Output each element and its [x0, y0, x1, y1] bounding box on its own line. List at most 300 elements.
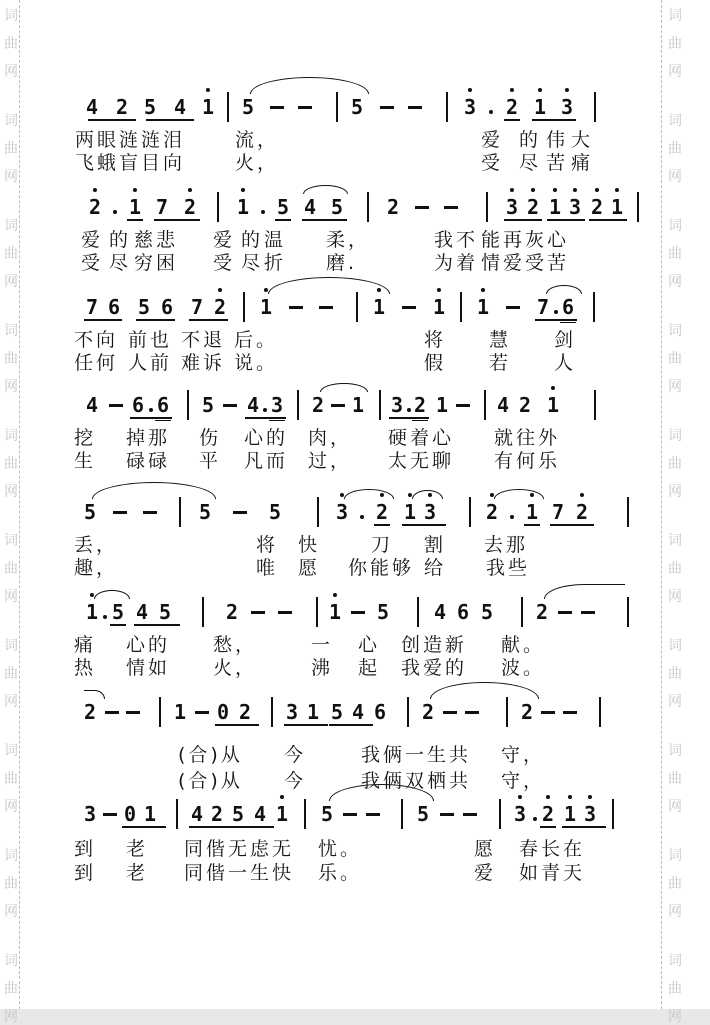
beam-underline — [275, 219, 291, 221]
barline — [506, 697, 508, 727]
octave-dot — [531, 188, 535, 192]
octave-dot — [241, 188, 245, 192]
note-digit: 1 — [237, 195, 249, 219]
beam-underline — [562, 826, 606, 828]
lyric-segment: 尽 — [241, 252, 264, 274]
system-7 — [0, 700, 710, 800]
lyric-segment: 苦 — [546, 152, 569, 174]
beam-underline — [374, 524, 390, 526]
lyric-row-2 — [0, 450, 710, 474]
note-digit: 5 — [198, 500, 212, 524]
beam-underline — [589, 219, 627, 221]
watermark-char: 词 — [4, 428, 18, 444]
barline — [317, 497, 319, 527]
lyric-segment: 趣， — [74, 557, 119, 579]
octave-dot — [437, 288, 441, 292]
lyric-segment: 情如 — [126, 657, 171, 679]
note-digit: 1 — [351, 393, 365, 417]
beam-underline — [110, 624, 126, 626]
lyric-row-2 — [0, 352, 710, 376]
lyric-segment: 硬着心 — [388, 427, 455, 449]
dash-extension — [126, 711, 140, 714]
lyric-segment: 守， — [501, 770, 546, 792]
lyric-segment: (合)从 — [178, 770, 243, 792]
note-digit: 5 — [330, 700, 344, 724]
lyric-segment: 不退 — [181, 329, 226, 351]
watermark-char: 词 — [4, 638, 18, 654]
lyric-segment: 去那 — [484, 534, 529, 556]
beam-underline — [524, 524, 540, 526]
watermark-char: 曲 — [668, 666, 682, 682]
lyric-segment: 心的 — [244, 427, 289, 449]
note-digit: 6 — [373, 700, 387, 724]
note-digit: 1 — [611, 195, 623, 219]
watermark-char: 曲 — [668, 246, 682, 262]
rest-note: 0 — [216, 700, 230, 724]
watermark-char: 词 — [668, 323, 682, 339]
lyric-segment: 两眼涟涟泪 — [75, 129, 186, 151]
note-digit: 3 — [569, 195, 581, 219]
note-digit: 1 — [306, 700, 320, 724]
note-digit: 1 — [202, 95, 214, 119]
lyric-segment: 痛 — [571, 152, 594, 174]
lyric-row-2 — [0, 252, 710, 276]
lyric-row-1 — [0, 634, 710, 658]
beam-underline — [284, 724, 328, 726]
note-digit: 2 — [311, 393, 325, 417]
beam-underline — [389, 417, 429, 419]
watermark-char: 曲 — [4, 456, 18, 472]
watermark-char: 曲 — [4, 561, 18, 577]
lyric-segment: 说。 — [234, 352, 279, 374]
note-digit: 1 — [526, 500, 538, 524]
barline — [627, 497, 629, 527]
dash-extension — [506, 306, 520, 309]
octave-dot — [615, 188, 619, 192]
barline — [159, 697, 161, 727]
note-digit: 7 — [155, 195, 169, 219]
barline — [176, 799, 178, 829]
note-digit: 2 — [520, 700, 534, 724]
dash-extension — [251, 611, 265, 614]
augmentation-dot — [533, 817, 537, 821]
note-digit: 6 — [131, 393, 145, 417]
barline — [446, 92, 448, 122]
watermark-char: 曲 — [668, 876, 682, 892]
note-digit: 6 — [456, 600, 470, 624]
augmentation-dot — [149, 408, 153, 412]
note-digit: 2 — [413, 393, 427, 417]
lyric-row-1 — [0, 838, 710, 862]
barline — [367, 192, 369, 222]
system-8 — [0, 802, 710, 902]
barline — [316, 597, 318, 627]
barline — [379, 390, 381, 420]
dash-extension — [223, 404, 237, 407]
barline — [499, 799, 501, 829]
octave-dot — [538, 88, 542, 92]
note-digit: 1 — [404, 500, 416, 524]
watermark-char: 词 — [668, 953, 682, 969]
augmentation-dot — [407, 408, 411, 412]
lyric-segment: 人 — [554, 352, 577, 374]
augmentation-dot — [360, 515, 364, 519]
note-digit: 2 — [486, 500, 498, 524]
lyric-segment: 的 — [241, 229, 264, 251]
note-digit: 5 — [111, 600, 125, 624]
note-digit: 1 — [373, 295, 385, 319]
note-digit: 1 — [433, 295, 445, 319]
beam-underline — [130, 417, 172, 419]
note-digit: 5 — [320, 802, 334, 826]
note-digit: 1 — [435, 393, 449, 417]
note-digit: 3 — [584, 802, 596, 826]
lyric-segment: 老 — [126, 862, 149, 884]
beam-underline — [230, 826, 274, 828]
watermark-char: 词 — [668, 848, 682, 864]
lyric-segment: 能再灰心 — [481, 229, 570, 251]
note-digit: 5 — [268, 500, 282, 524]
dash-extension — [105, 711, 119, 714]
lyric-segment: 心的 — [126, 634, 171, 656]
lyric-segment: 我不 — [434, 229, 479, 251]
lyric-segment: 今 — [284, 770, 307, 792]
barline — [593, 292, 595, 322]
lyric-segment: 爱 — [481, 129, 504, 151]
barline — [594, 390, 596, 420]
lyric-segment: 波。 — [501, 657, 546, 679]
lyric-segment: 柔， — [326, 229, 371, 251]
lyric-segment: 你能够 — [348, 557, 415, 579]
beam-underline — [136, 319, 175, 321]
watermark-char: 网 — [668, 484, 682, 500]
dash-extension — [289, 306, 303, 309]
lyric-segment: 我俩双栖共 — [361, 770, 472, 792]
lyric-segment: 难诉 — [181, 352, 226, 374]
lyric-segment: 受 — [213, 252, 236, 274]
lyric-segment: 受 — [81, 252, 104, 274]
watermark-char: 曲 — [668, 456, 682, 472]
lyric-row-2 — [0, 862, 710, 886]
dash-extension — [408, 106, 422, 109]
lyric-segment: 挖 — [74, 427, 97, 449]
system-4 — [0, 393, 710, 493]
augmentation-dot — [263, 408, 267, 412]
barline — [227, 92, 229, 122]
note-digit: 5 — [376, 600, 390, 624]
watermark-char: 词 — [4, 533, 18, 549]
note-digit: 3 — [285, 700, 299, 724]
watermark-char: 网 — [4, 589, 18, 605]
note-digit: 7 — [190, 295, 204, 319]
note-digit: 7 — [536, 295, 550, 319]
lyric-segment: 春长在 — [519, 838, 586, 860]
beam-underline — [189, 826, 231, 828]
lyric-segment: 创造新 — [401, 634, 468, 656]
note-digit: 7 — [551, 500, 565, 524]
barline — [594, 92, 596, 122]
augmentation-dot — [510, 515, 514, 519]
lyric-segment: 将 — [256, 534, 279, 556]
lyric-row-1 — [0, 427, 710, 451]
note-digit: 2 — [421, 700, 435, 724]
dash-extension — [581, 611, 595, 614]
dash-extension — [465, 711, 479, 714]
watermark-char: 曲 — [668, 141, 682, 157]
watermark-char: 网 — [668, 589, 682, 605]
dash-extension — [563, 711, 577, 714]
dash-extension — [298, 106, 312, 109]
system-6 — [0, 600, 710, 700]
note-digit: 3 — [424, 500, 436, 524]
lyric-segment: 剑 — [554, 329, 577, 351]
lyric-segment: 太无聊 — [388, 450, 455, 472]
note-digit: 1 — [534, 95, 546, 119]
note-digit: 5 — [330, 195, 344, 219]
note-digit: 5 — [83, 500, 97, 524]
beam-underline — [155, 420, 171, 421]
watermark-char: 词 — [4, 113, 18, 129]
barline — [460, 292, 462, 322]
lyric-segment: 火， — [235, 152, 280, 174]
watermark-char: 曲 — [4, 246, 18, 262]
lyric-row-2 — [0, 557, 710, 581]
dash-extension — [278, 611, 292, 614]
note-digit: 4 — [173, 95, 187, 119]
octave-dot — [518, 795, 522, 799]
barline — [336, 92, 338, 122]
augmentation-dot — [103, 615, 107, 619]
watermark-char: 词 — [668, 113, 682, 129]
lyric-segment: 热 — [74, 657, 97, 679]
beam-underline — [84, 319, 122, 321]
barline — [356, 292, 358, 322]
lyric-segment: 平 — [199, 450, 222, 472]
beam-underline — [504, 219, 542, 221]
lyric-segment: 愁， — [213, 634, 258, 656]
lyric-segment: 的 — [519, 129, 542, 151]
watermark-char: 网 — [4, 169, 18, 185]
lyric-segment: 就往外 — [494, 427, 561, 449]
lyric-segment: 流， — [235, 129, 280, 151]
lyric-segment: 守， — [501, 744, 546, 766]
lyric-segment: 过， — [308, 450, 353, 472]
watermark-char: 曲 — [4, 666, 18, 682]
octave-dot — [546, 795, 550, 799]
lyric-segment: 生 — [74, 450, 97, 472]
lyric-segment: 火， — [213, 657, 258, 679]
lyric-segment: 有何乐 — [494, 450, 561, 472]
dash-extension — [463, 813, 477, 816]
watermark-char: 网 — [4, 64, 18, 80]
lyric-segment: 受 — [481, 152, 504, 174]
note-digit: 1 — [260, 295, 272, 319]
note-digit: 5 — [276, 195, 290, 219]
watermark-char: 曲 — [4, 876, 18, 892]
barline — [187, 390, 189, 420]
barline — [521, 597, 523, 627]
watermark-char: 网 — [668, 274, 682, 290]
barline — [637, 192, 639, 222]
lyric-row-1 — [0, 229, 710, 253]
watermark-char: 网 — [668, 694, 682, 710]
lyric-segment: 慧 — [489, 329, 512, 351]
note-digit: 1 — [86, 600, 98, 624]
lyric-segment: 心 — [358, 634, 381, 656]
beam-underline — [535, 319, 577, 321]
beam-underline — [269, 420, 285, 421]
watermark-char: 词 — [4, 848, 18, 864]
note-digit: 2 — [184, 195, 196, 219]
octave-dot — [573, 188, 577, 192]
slur-tie-arc — [250, 77, 369, 94]
beam-underline — [134, 624, 180, 626]
octave-dot — [510, 88, 514, 92]
dash-extension — [319, 306, 333, 309]
lyric-segment: 到 — [74, 838, 97, 860]
watermark-char: 词 — [4, 8, 18, 24]
note-digit: 3 — [464, 95, 476, 119]
barline — [627, 597, 629, 627]
octave-dot — [580, 493, 584, 497]
lyric-row-1 — [0, 744, 710, 768]
watermark-char: 网 — [668, 169, 682, 185]
note-digit: 4 — [253, 802, 267, 826]
lyric-segment: 若 — [489, 352, 512, 374]
dash-extension — [351, 611, 365, 614]
lyric-segment: 到 — [74, 862, 97, 884]
lyric-segment: 献。 — [501, 634, 546, 656]
lyric-row-2 — [0, 152, 710, 176]
note-digit: 5 — [241, 95, 255, 119]
lyric-segment: 乐。 — [318, 862, 363, 884]
note-digit: 6 — [107, 295, 121, 319]
beam-underline — [504, 119, 520, 121]
note-digit: 4 — [85, 95, 99, 119]
watermark-char: 曲 — [668, 981, 682, 997]
note-digit: 5 — [158, 600, 172, 624]
watermark-char: 网 — [4, 274, 18, 290]
barline — [612, 799, 614, 829]
note-digit: 3 — [83, 802, 97, 826]
octave-dot — [595, 188, 599, 192]
note-digit: 5 — [137, 295, 151, 319]
octave-dot — [188, 188, 192, 192]
watermark-char: 词 — [668, 218, 682, 234]
watermark-char: 曲 — [668, 36, 682, 52]
barline — [401, 799, 403, 829]
lyric-segment: 碌碌 — [126, 450, 171, 472]
lyric-segment: 的 — [109, 229, 132, 251]
watermark-char: 网 — [4, 484, 18, 500]
octave-dot — [551, 386, 555, 390]
note-digit: 4 — [496, 393, 510, 417]
watermark-char: 曲 — [668, 351, 682, 367]
beam-underline — [154, 219, 200, 221]
note-digit: 5 — [231, 802, 245, 826]
lyric-row-1 — [0, 329, 710, 353]
dash-extension — [233, 511, 247, 514]
beam-underline — [127, 219, 143, 221]
dash-extension — [380, 106, 394, 109]
watermark-char: 词 — [4, 743, 18, 759]
octave-dot — [93, 188, 97, 192]
lyric-segment: 痛 — [74, 634, 97, 656]
lyric-segment: 穷困 — [134, 252, 179, 274]
octave-dot — [568, 795, 572, 799]
note-digit: 3 — [336, 500, 348, 524]
barline — [486, 192, 488, 222]
octave-dot — [588, 795, 592, 799]
note-digit: 2 — [214, 295, 226, 319]
note-digit: 1 — [564, 802, 576, 826]
beam-underline — [302, 219, 347, 221]
note-digit: 4 — [246, 393, 260, 417]
note-digit: 5 — [480, 600, 494, 624]
lyric-segment: 情爱受苦 — [481, 252, 570, 274]
note-digit: 2 — [238, 700, 252, 724]
dash-extension — [443, 711, 457, 714]
note-digit: 1 — [547, 393, 559, 417]
note-digit: 1 — [549, 195, 561, 219]
lyric-segment: 今 — [284, 744, 307, 766]
watermark-char: 词 — [4, 953, 18, 969]
note-digit: 3 — [390, 393, 404, 417]
note-digit: 2 — [386, 195, 400, 219]
note-digit: 2 — [89, 195, 101, 219]
dash-extension — [558, 611, 572, 614]
lyric-segment: 同偕一生快 — [184, 862, 295, 884]
octave-dot — [510, 188, 514, 192]
lyric-segment: 爱 — [213, 229, 236, 251]
note-digit: 2 — [83, 700, 97, 724]
lyric-segment: 伟 — [546, 129, 569, 151]
watermark-char: 网 — [668, 1009, 682, 1025]
lyric-segment: 掉那 — [126, 427, 171, 449]
watermark-char: 网 — [668, 379, 682, 395]
lyric-segment: (合)从 — [178, 744, 243, 766]
barline — [179, 497, 181, 527]
beam-underline — [560, 322, 576, 323]
lyric-segment: 我爱的 — [401, 657, 468, 679]
dash-extension — [103, 813, 117, 816]
watermark-char: 网 — [4, 1009, 18, 1025]
barline — [599, 697, 601, 727]
note-digit: 1 — [276, 802, 288, 826]
watermark-char: 曲 — [4, 351, 18, 367]
dash-extension — [402, 306, 416, 309]
lyric-segment: 忧。 — [318, 838, 363, 860]
watermark-char: 曲 — [4, 981, 18, 997]
watermark-char: 词 — [668, 428, 682, 444]
octave-dot — [133, 188, 137, 192]
watermark-char: 曲 — [668, 561, 682, 577]
note-digit: 2 — [535, 600, 549, 624]
note-digit: 3 — [514, 802, 526, 826]
lyric-row-1 — [0, 129, 710, 153]
lyric-segment: 给 — [424, 557, 447, 579]
beam-underline — [402, 524, 446, 526]
lyric-segment: 沸 — [311, 657, 334, 679]
lyric-segment: 任何 — [74, 352, 119, 374]
beam-underline — [329, 724, 373, 726]
lyric-segment: 起 — [358, 657, 381, 679]
watermark-char: 网 — [4, 799, 18, 815]
watermark-char: 网 — [668, 64, 682, 80]
lyric-segment: 爱 — [474, 862, 497, 884]
lyric-segment: 磨. — [326, 252, 358, 274]
beam-underline — [245, 417, 286, 419]
